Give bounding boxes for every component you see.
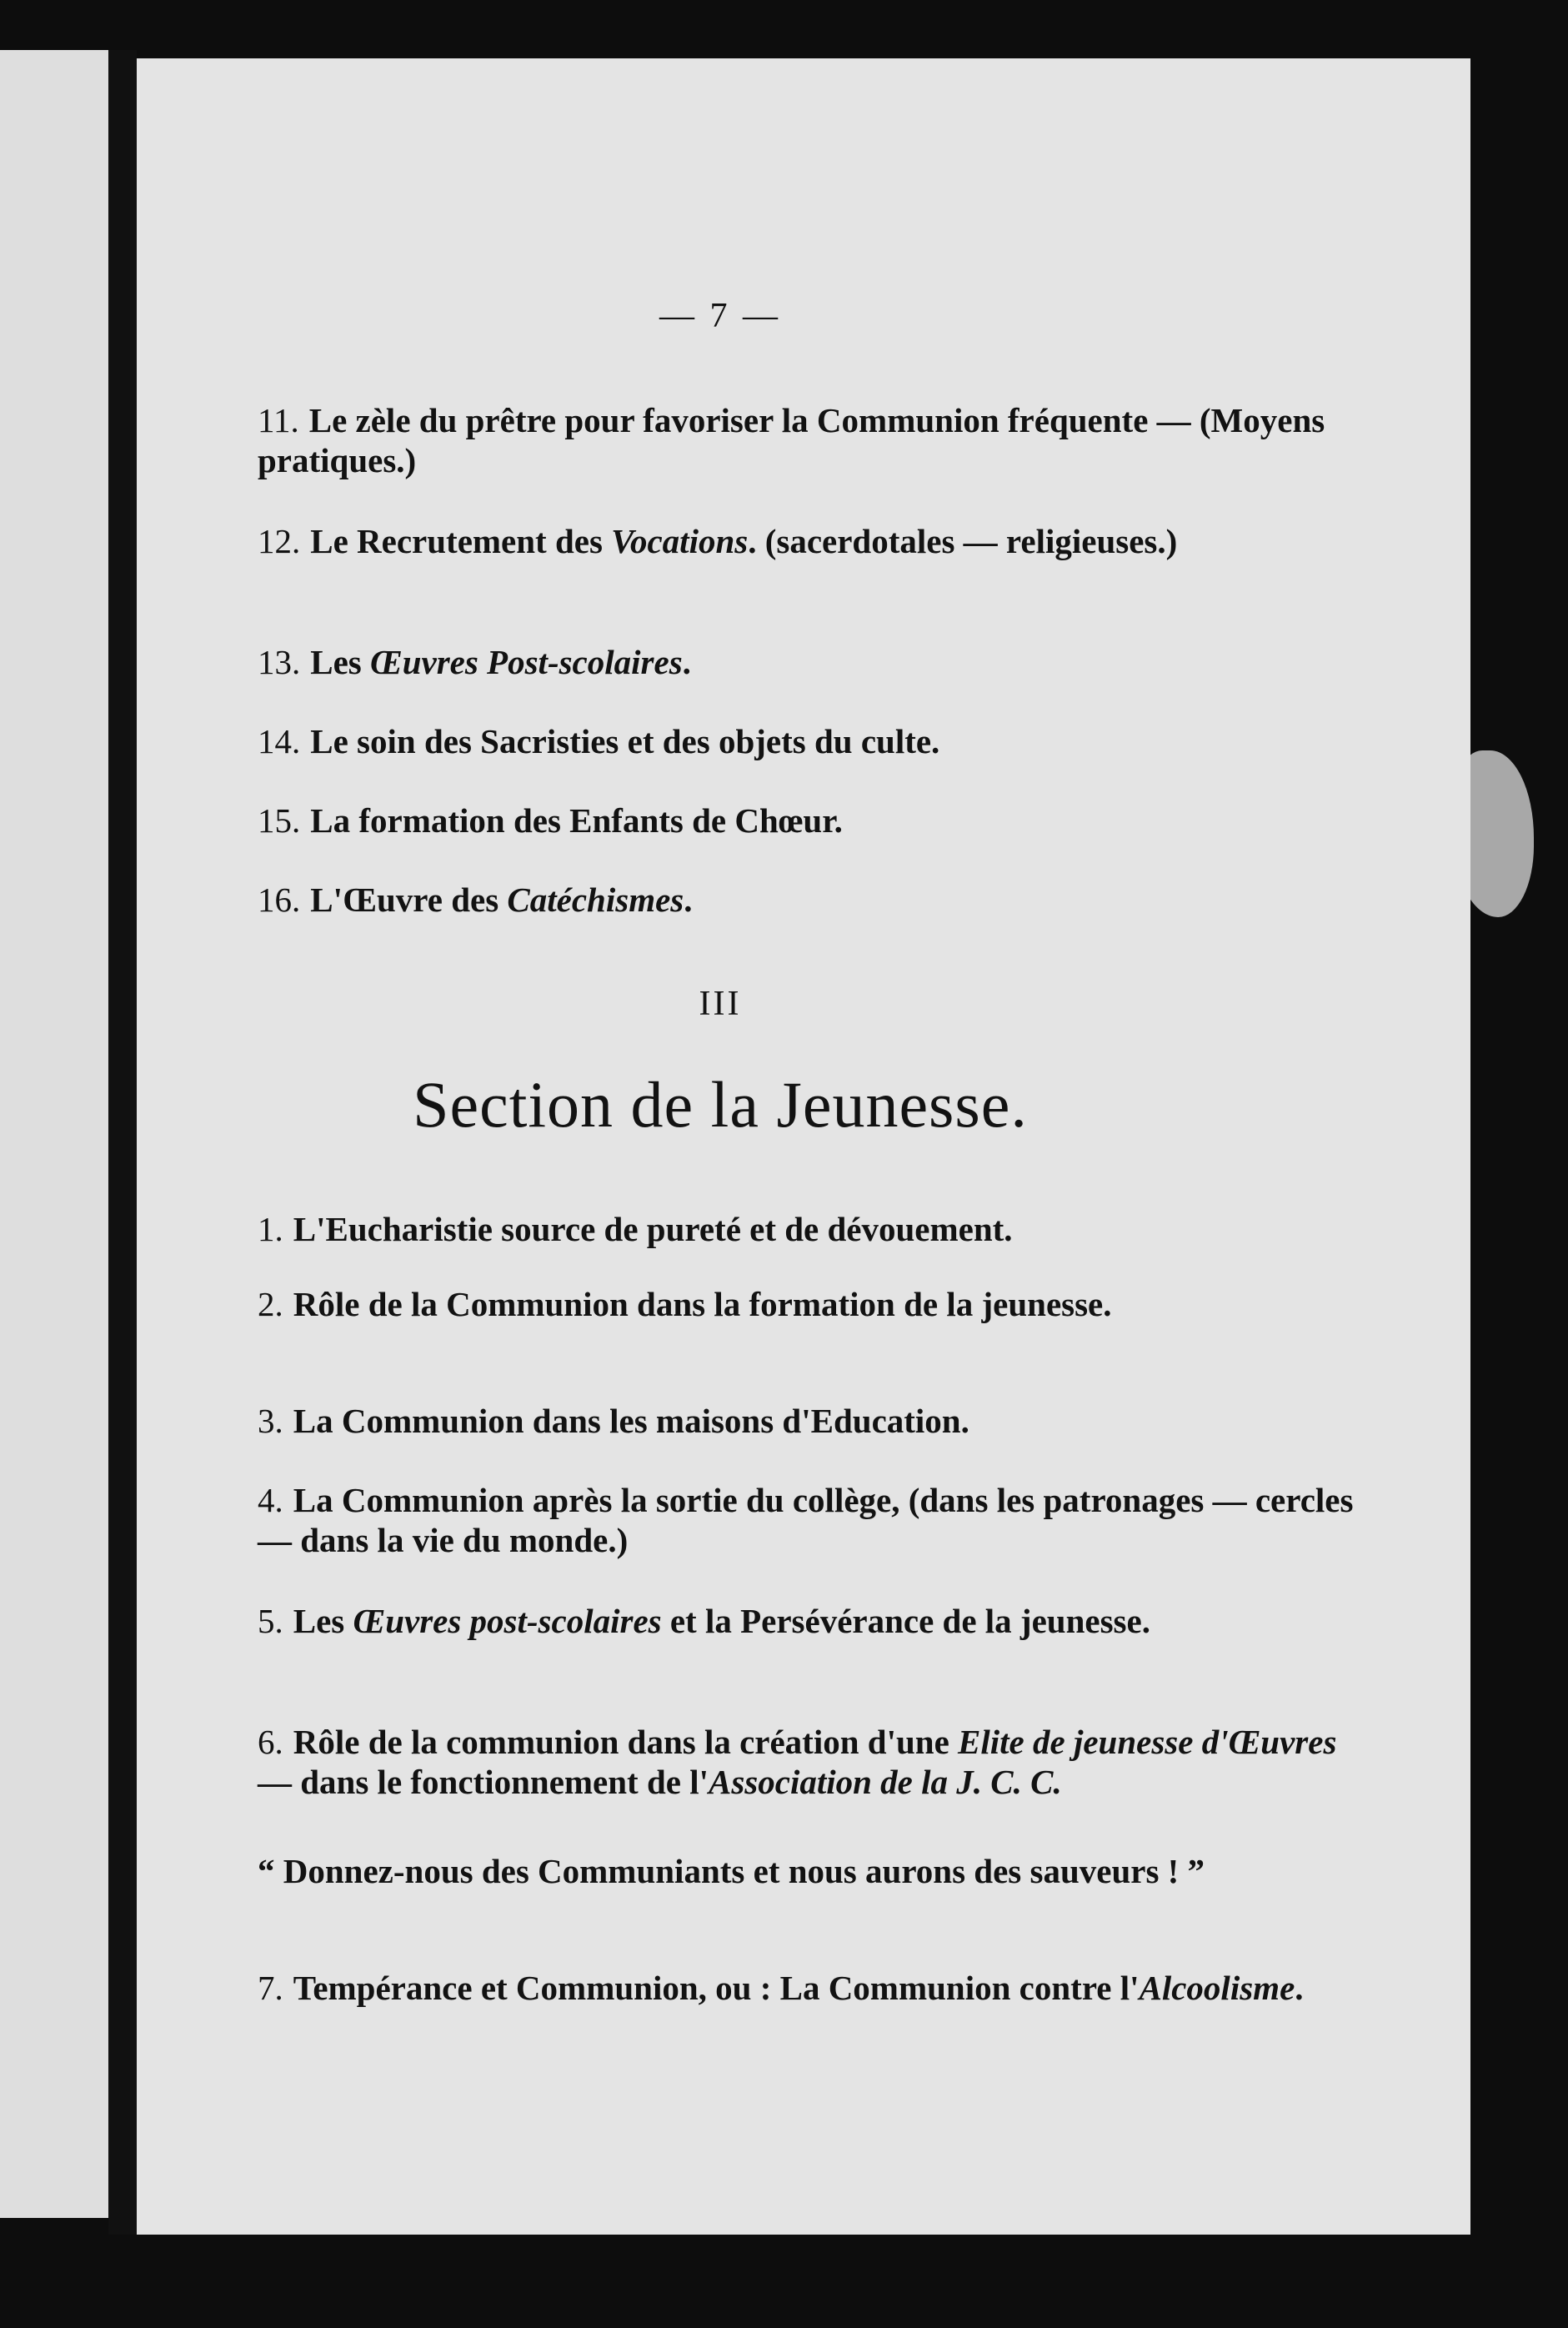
item-italic: Œuvres Post-scolaires: [370, 643, 683, 681]
facing-page-edge: [0, 50, 108, 2218]
item-text: L'Œuvre des: [310, 881, 508, 919]
item-number: 2.: [258, 1285, 283, 1323]
item-number: 15.: [258, 801, 301, 840]
list-item: [258, 1722, 1375, 1802]
item-italic: Œuvres post-scolaires: [353, 1602, 662, 1640]
item-text: .: [682, 643, 691, 681]
item-text: Le soin des Sacristies et des objets du culte.: [310, 722, 940, 760]
item-text: Le Recrutement des: [310, 522, 612, 560]
section-number: III: [699, 985, 742, 1023]
item-text: L'Eucharistie source de pureté et de dévouement.: [293, 1210, 1013, 1248]
list-item: [258, 642, 1375, 682]
item-number: 4.: [258, 1481, 283, 1519]
list-item: [258, 721, 1375, 761]
list-item: [258, 1968, 1375, 2008]
item-number: 14.: [258, 722, 301, 760]
list-item: [258, 1601, 1375, 1641]
item-text: Les: [293, 1602, 353, 1640]
item-text: La Communion après la sortie du collège, (dans les patronages — cercles — dans la vie du monde.): [258, 1481, 1354, 1559]
item-number: 5.: [258, 1602, 283, 1640]
item-text: La Communion dans les maisons d'Education.: [293, 1402, 969, 1440]
list-item: [258, 1284, 1375, 1324]
page-number: — 7 —: [659, 297, 781, 335]
list-item: [258, 1401, 1375, 1441]
item-text: Tempérance et Communion, ou : La Communion contre l': [293, 1969, 1140, 2007]
item-text: Rôle de la Communion dans la formation de la jeunesse.: [293, 1285, 1112, 1323]
list-item: [258, 400, 1375, 480]
section-title: Section de la Jeunesse.: [413, 1068, 1028, 1141]
list-item: [258, 521, 1375, 561]
item-number: 11.: [258, 401, 299, 439]
item-text: Rôle de la communion dans la création d'une: [293, 1723, 959, 1761]
quotation: [258, 1851, 1375, 1891]
item-number: 3.: [258, 1402, 283, 1440]
list-item: [258, 1209, 1375, 1249]
item-text: Les: [310, 643, 370, 681]
item-text: .: [684, 881, 693, 919]
item-number: 6.: [258, 1723, 283, 1761]
item-number: 1.: [258, 1210, 283, 1248]
item-text: Le zèle du prêtre pour favoriser la Communion fréquente — (Moyens pratiques.): [258, 401, 1325, 479]
item-italic: Vocations: [611, 522, 749, 560]
item-number: 13.: [258, 643, 301, 681]
item-number: 7.: [258, 1969, 283, 2007]
item-text: — dans le fonctionnement de l': [258, 1763, 709, 1801]
item-italic: Alcoolisme: [1139, 1969, 1295, 2007]
list-item: [258, 800, 1375, 840]
quote-text: “ Donnez-nous des Communiants et nous aurons des sauveurs ! ”: [258, 1852, 1205, 1890]
item-number: 12.: [258, 522, 301, 560]
book-spine-shadow: [108, 50, 137, 2235]
item-text: et la Persévérance de la jeunesse.: [661, 1602, 1150, 1640]
list-item: [258, 1480, 1375, 1560]
list-item: [258, 880, 1375, 920]
item-text: .: [1295, 1969, 1304, 2007]
item-text: . (sacerdotales — religieuses.): [748, 522, 1178, 560]
book-page: [137, 58, 1470, 2235]
item-italic: Catéchismes: [507, 881, 684, 919]
item-text: La formation des Enfants de Chœur.: [310, 801, 843, 840]
item-number: 16.: [258, 881, 301, 919]
item-italic: Association de la J. C. C.: [709, 1763, 1062, 1801]
item-italic: Elite de jeunesse d'Œuvres: [958, 1723, 1337, 1761]
